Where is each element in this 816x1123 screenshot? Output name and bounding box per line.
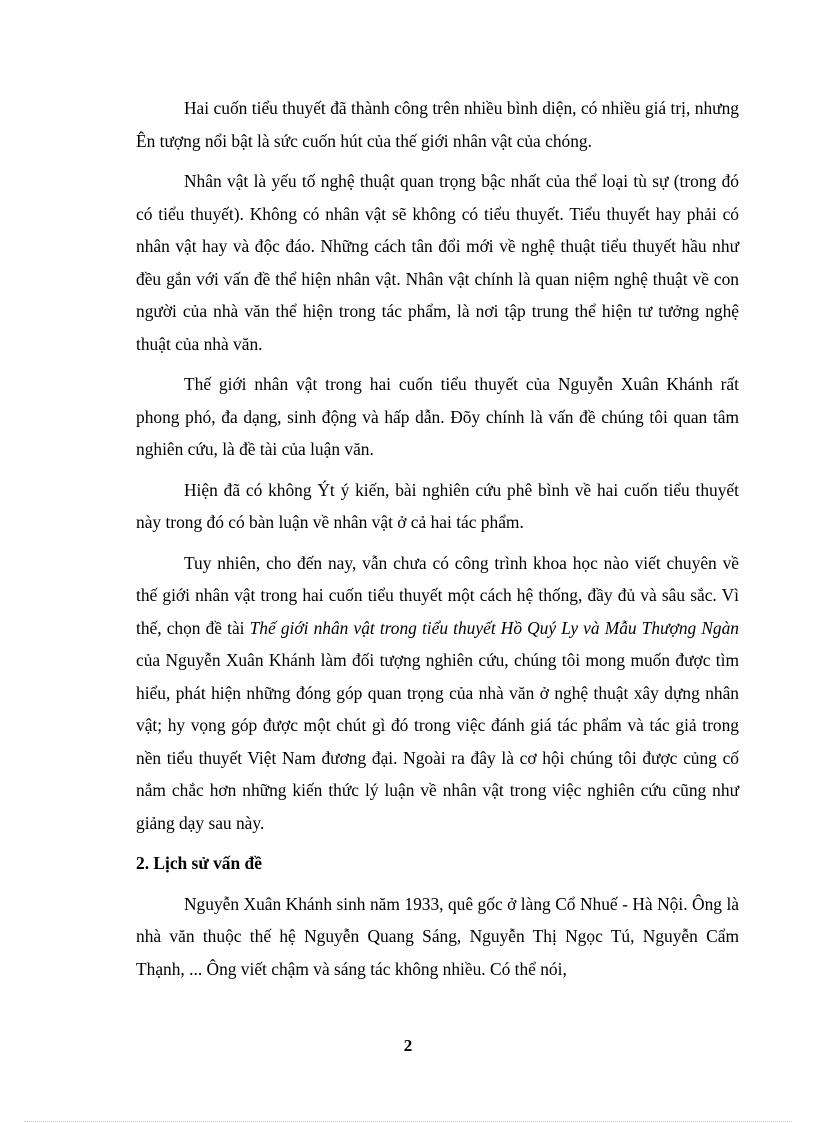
paragraph-6: Nguyễn Xuân Khánh sinh năm 1933, quê gốc ở làng Cổ Nhuế - Hà Nội. Ông là nhà văn thuộc thế hệ Nguyễn Quang Sáng, Nguyễn Thị Ngọc Tú, Nguyễn Cẩm Thạnh, ... Ông viết chậm và sáng tác không nhiều. Có thể nói, [136, 893, 739, 979]
thesis-title-italic: Thế giới nhân vật trong tiểu thuyết Hồ Quý Ly và Mẫu Thượng Ngàn [249, 617, 740, 638]
paragraph-1: Hai cuốn tiểu thuyết đã thành công trên nhiều bình diện, có nhiều giá trị, nhưng Ên tượng nổi bật là sức cuốn hút của thế giới nhân vật của chóng. [136, 98, 739, 151]
page-number: 2 [403, 1036, 413, 1055]
page-content [136, 92, 739, 993]
paragraph-5-text-before: Tuy nhiên, cho đến nay, vẫn chưa có công trình khoa học nào viết chuyên về thế giới nhân vật trong hai cuốn tiểu thuyết một cách hệ thống, đầy đủ và sâu sắc. Vì thế, chọn đề tài [136, 552, 739, 638]
section-heading: 2. Lịch sử vấn đề [136, 853, 262, 873]
paragraph-4: Hiện đã có không Ýt ý kiến, bài nghiên cứu phê bình về hai cuốn tiểu thuyết này trong đó có bàn luận về nhân vật ở cả hai tác phẩm. [136, 479, 739, 532]
paragraph-2: Nhân vật là yếu tố nghệ thuật quan trọng bậc nhất của thể loại tù sự (trong đó có tiểu thuyết). Không có nhân vật sẽ không có tiểu thuyết. Tiểu thuyết hay phải có nhân vật hay và độc đáo. Những cách tân đổi mới về nghệ thuật tiểu thuyết hầu như đều gắn với vấn đề thể hiện nhân vật. Nhân vật chính là quan niệm nghệ thuật về con người của nhà văn thể hiện trong tác phẩm, là nơi tập trung thể hiện tư tưởng nghệ thuật của nhà văn. [136, 171, 739, 354]
page-bottom-divider [24, 1121, 792, 1122]
paragraph-3: Thế giới nhân vật trong hai cuốn tiểu thuyết của Nguyễn Xuân Khánh rất phong phó, đa dạng, sinh động và hấp dẫn. Đõy chính là vấn đề chúng tôi quan tâm nghiên cứu, là đề tài của luận văn. [136, 374, 739, 459]
paragraph-5-text-after: của Nguyễn Xuân Khánh làm đối tượng nghiên cứu, chúng tôi mong muốn được tìm hiểu, phát hiện những đóng góp quan trọng của nhà văn ở nghệ thuật xây dựng nhân vật; hy vọng góp được một chút gì đó trong việc đánh giá tác phẩm và tác giả trong nền tiểu thuyết Việt Nam đương đại. Ngoài ra đây là cơ hội chúng tôi được củng cố nắm chắc hơn những kiến thức lý luận về nhân vật trong việc nghiên cứu cũng như giảng dạy sau này. [136, 650, 739, 833]
paragraph-5 [136, 547, 739, 840]
